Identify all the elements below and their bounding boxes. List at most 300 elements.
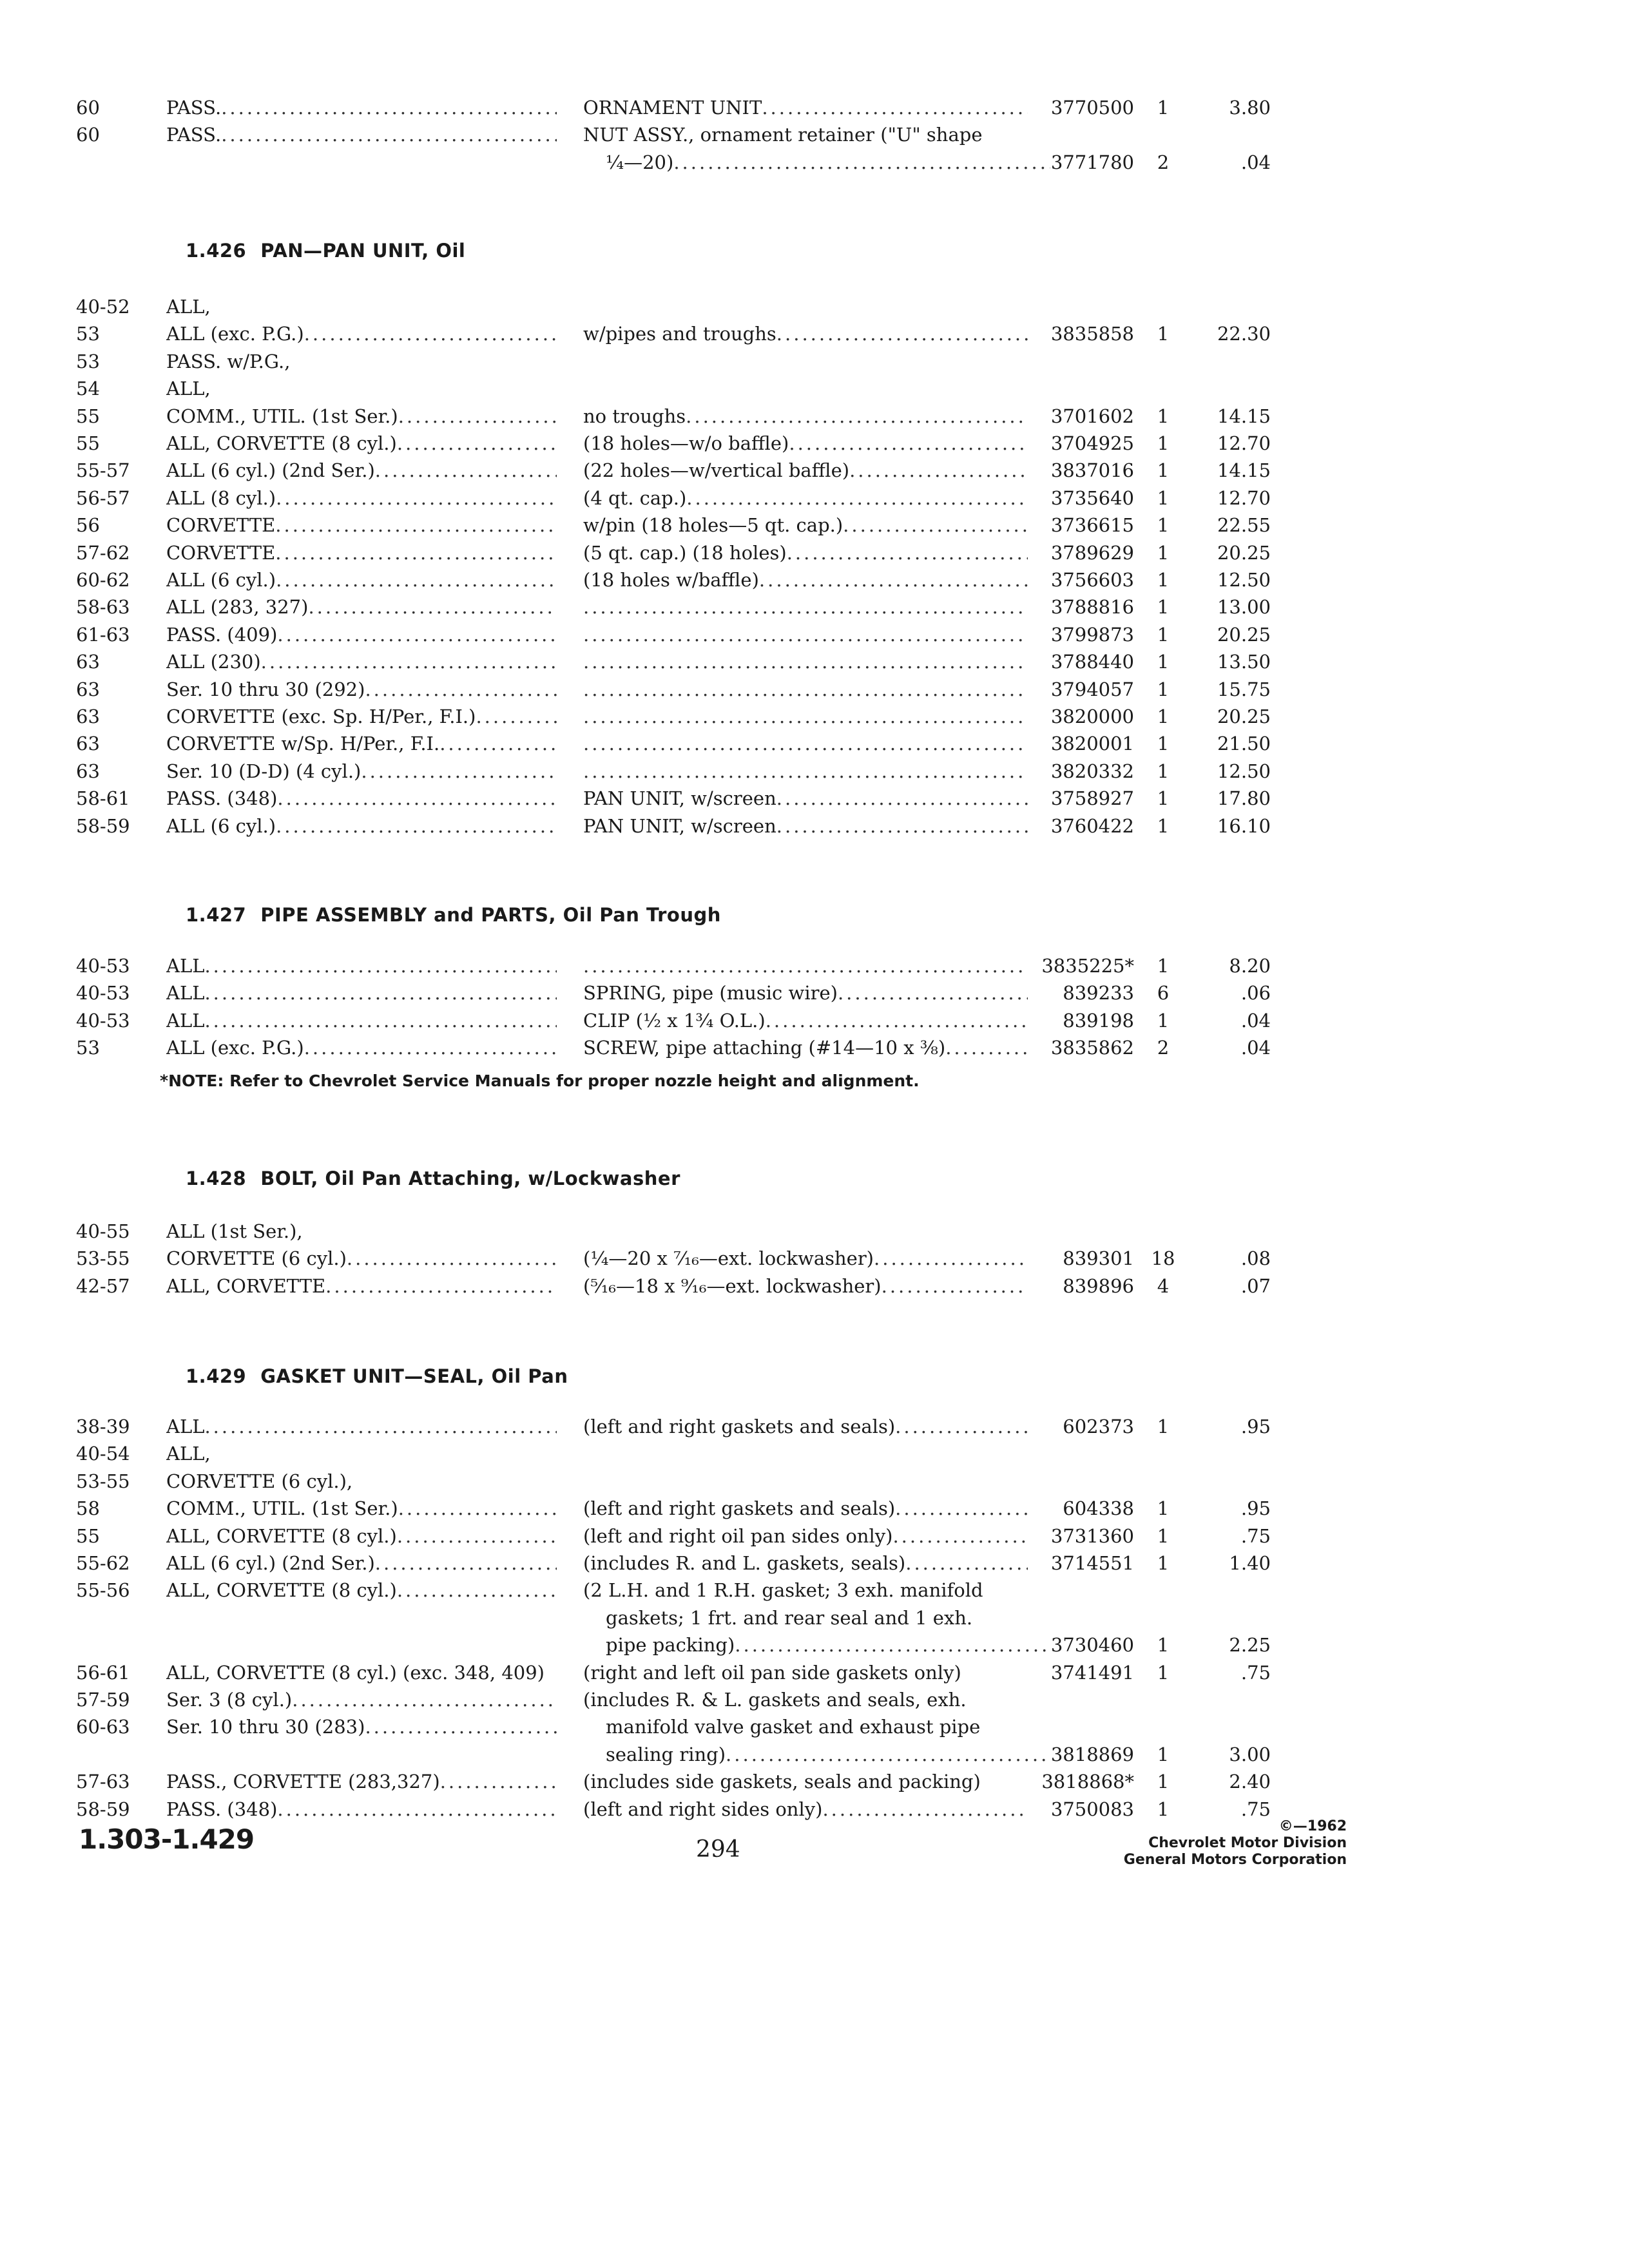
price-cell: 20.25 <box>1217 541 1271 564</box>
year-cell: 55-56 <box>76 1579 130 1602</box>
model-cell-text: ALL <box>166 1009 205 1032</box>
model-cell-text: Ser. 3 (8 cyl.) <box>166 1689 293 1711</box>
model-cell <box>166 566 557 593</box>
dot-leader <box>759 566 1028 593</box>
description-cell <box>583 812 1028 840</box>
dot-leader <box>276 566 557 593</box>
model-cell <box>166 539 557 566</box>
dot-leader <box>361 758 557 785</box>
description-cell-text: w/pipes and troughs <box>583 323 776 345</box>
year-cell: 58-63 <box>76 596 130 619</box>
model-cell-text: ALL, CORVETTE (8 cyl.) <box>166 1579 397 1602</box>
price-cell: 15.75 <box>1217 678 1271 700</box>
year-cell: 57-59 <box>76 1689 130 1711</box>
dot-leader <box>849 457 1028 484</box>
dot-leader <box>776 320 1028 347</box>
table-row <box>0 758 1629 785</box>
model-cell <box>166 512 557 539</box>
model-cell: CORVETTE (6 cyl.), <box>166 1470 353 1492</box>
table-row <box>0 1245 1629 1272</box>
part-number-cell: 3835858 <box>1050 323 1134 345</box>
description-cell: (right and left oil pan side gaskets only) <box>583 1661 961 1684</box>
year-cell: 58-59 <box>76 1798 130 1820</box>
description-cell <box>583 621 1028 648</box>
table-row <box>0 648 1629 675</box>
dot-leader <box>277 785 557 812</box>
price-cell: 12.50 <box>1217 569 1271 591</box>
description-cell <box>583 94 1028 121</box>
section-title: PIPE ASSEMBLY and PARTS, Oil Pan Trough <box>260 904 721 926</box>
quantity-cell: 2 <box>1157 1037 1170 1059</box>
model-cell-text: COMM., UTIL. (1st Ser.) <box>166 405 398 427</box>
price-cell <box>1199 121 1271 148</box>
year-cell: 58 <box>76 1497 100 1520</box>
table-row <box>0 1686 1629 1713</box>
part-number-cell: 3714551 <box>1050 1552 1134 1574</box>
price-cell: 13.00 <box>1217 596 1271 619</box>
dot-leader <box>365 1713 557 1740</box>
quantity-cell: 1 <box>1157 1771 1170 1793</box>
description-cell <box>583 676 1028 703</box>
dot-leader <box>261 648 557 675</box>
model-cell-text: ALL (6 cyl.) (2nd Ser.) <box>166 459 375 482</box>
dot-leader <box>583 648 1028 675</box>
dot-leader <box>375 1550 557 1577</box>
year-cell: 58-59 <box>76 814 130 837</box>
dot-leader <box>275 512 557 539</box>
section-heading <box>186 1363 568 1389</box>
quantity-cell: 1 <box>1157 432 1170 454</box>
part-number-cell: 3835862 <box>1050 1037 1134 1059</box>
model-cell <box>166 403 557 430</box>
part-number-cell: 3820332 <box>1050 760 1134 782</box>
price-cell <box>1199 1218 1271 1245</box>
description-cell <box>583 430 1028 457</box>
model-cell <box>166 485 557 512</box>
year-cell: 63 <box>76 651 100 673</box>
description-cell-text: ORNAMENT UNIT <box>583 97 762 119</box>
quantity-cell: 1 <box>1157 787 1170 810</box>
description-cell <box>583 758 1028 785</box>
price-cell: 2.25 <box>1229 1634 1271 1657</box>
table-row <box>0 457 1629 484</box>
model-cell-text: ALL (exc. P.G.) <box>166 1037 304 1059</box>
model-cell-text: ALL <box>166 955 205 977</box>
table-row <box>0 1577 1629 1604</box>
section-number: 1.426 <box>186 240 247 262</box>
price-cell <box>1199 1604 1271 1631</box>
description-cell <box>583 1523 1028 1550</box>
part-number-cell: 3735640 <box>1050 486 1134 509</box>
description-cell: gaskets; 1 frt. and rear seal and 1 exh. <box>606 1606 973 1629</box>
description-cell <box>583 952 1028 979</box>
description-cell-text: (⁵⁄₁₆—18 x ⁹⁄₁₆—ext. lockwasher) <box>583 1274 882 1297</box>
dot-leader <box>277 1796 557 1823</box>
year-cell: 40-55 <box>76 1220 130 1242</box>
year-cell: 56-61 <box>76 1661 130 1684</box>
description-cell-text: sealing ring) <box>606 1743 726 1765</box>
part-number-cell: 839198 <box>1063 1009 1134 1032</box>
model-cell-text: CORVETTE w/Sp. H/Per., F.I. <box>166 733 440 755</box>
part-number-cell: 3756603 <box>1050 569 1134 591</box>
model-cell <box>166 676 557 703</box>
dot-leader <box>304 320 557 347</box>
dot-leader <box>686 403 1028 430</box>
table-row <box>0 94 1629 121</box>
part-number-cell <box>1031 1686 1134 1713</box>
table-row <box>0 348 1629 375</box>
price-cell: .07 <box>1240 1274 1271 1297</box>
table-row <box>0 1659 1629 1686</box>
part-number-cell: 3760422 <box>1050 814 1134 837</box>
description-cell-text: SCREW, pipe attaching (#14—10 x ⅜) <box>583 1037 946 1059</box>
quantity-cell: 1 <box>1157 1416 1170 1437</box>
quantity-cell: 1 <box>1157 1634 1170 1657</box>
model-cell-text: PASS., CORVETTE (283,327) <box>166 1771 440 1793</box>
quantity-cell <box>1141 1577 1186 1604</box>
price-cell <box>1199 348 1271 375</box>
quantity-cell: 2 <box>1157 151 1170 173</box>
dot-leader <box>398 403 557 430</box>
part-number-cell: 839896 <box>1063 1274 1134 1297</box>
dot-leader <box>787 539 1028 566</box>
section-title: PAN—PAN UNIT, Oil <box>260 240 466 262</box>
dot-leader <box>221 94 557 121</box>
description-cell-text: (¼—20 x ⁷⁄₁₆—ext. lockwasher) <box>583 1247 874 1270</box>
table-row <box>0 1796 1629 1823</box>
description-cell <box>583 512 1028 539</box>
model-cell-text: Ser. 10 thru 30 (283) <box>166 1716 365 1738</box>
description-cell <box>583 403 1028 430</box>
table-row <box>0 593 1629 620</box>
section-note: *NOTE: Refer to Chevrolet Service Manuals for proper nozzle height and alignment. <box>160 1072 920 1090</box>
dot-leader <box>789 430 1028 457</box>
part-number-cell: 3820001 <box>1050 733 1134 755</box>
price-cell <box>1199 1468 1271 1495</box>
price-cell: .75 <box>1240 1661 1271 1684</box>
table-row <box>0 539 1629 566</box>
part-number-cell: 3704925 <box>1050 432 1134 454</box>
model-cell: ALL, CORVETTE (8 cyl.) (exc. 348, 409) <box>166 1661 545 1684</box>
description-cell <box>583 703 1028 730</box>
model-cell <box>166 457 557 484</box>
dot-leader <box>308 593 557 620</box>
dot-leader <box>776 785 1028 812</box>
model-cell-text: ALL <box>166 1416 205 1437</box>
description-cell <box>583 1440 1028 1467</box>
table-row <box>0 1218 1629 1245</box>
part-number-cell: 3736615 <box>1050 514 1134 537</box>
year-cell: 57-63 <box>76 1771 130 1793</box>
dot-leader <box>397 1577 557 1604</box>
quantity-cell <box>1141 1713 1186 1740</box>
year-cell: 40-54 <box>76 1443 130 1465</box>
year-cell <box>76 1631 160 1658</box>
model-cell <box>166 1577 557 1604</box>
dot-leader <box>304 1034 557 1061</box>
model-cell <box>166 1741 557 1768</box>
quantity-cell <box>1141 1686 1186 1713</box>
price-cell <box>1199 375 1271 402</box>
year-cell: 61-63 <box>76 623 130 646</box>
price-cell: 20.25 <box>1217 623 1271 646</box>
quantity-cell: 18 <box>1151 1247 1175 1270</box>
model-cell <box>166 593 557 620</box>
price-cell: 17.80 <box>1217 787 1271 810</box>
dot-leader <box>776 812 1028 840</box>
model-cell-text: ALL (exc. P.G.) <box>166 323 304 345</box>
dot-leader <box>397 430 557 457</box>
dot-leader <box>583 730 1028 757</box>
description-cell <box>583 1468 1028 1495</box>
model-cell-text: CORVETTE <box>166 541 276 564</box>
table-row <box>0 121 1629 148</box>
table-row <box>0 979 1629 1006</box>
publisher-line-1: Chevrolet Motor Division <box>1148 1835 1347 1851</box>
dot-leader <box>347 1245 557 1272</box>
quantity-cell: 1 <box>1157 678 1170 700</box>
quantity-cell <box>1141 1218 1186 1245</box>
section-number: 1.429 <box>186 1365 247 1387</box>
quantity-cell <box>1141 375 1186 402</box>
dot-leader <box>905 1550 1028 1577</box>
table-row <box>0 1413 1629 1440</box>
year-cell: 42-57 <box>76 1274 130 1297</box>
part-number-cell: 839301 <box>1063 1247 1134 1270</box>
year-cell: 38-39 <box>76 1416 130 1437</box>
quantity-cell <box>1141 1468 1186 1495</box>
price-cell <box>1199 293 1271 320</box>
price-cell: .06 <box>1240 982 1271 1004</box>
price-cell: .95 <box>1240 1497 1271 1520</box>
part-number-cell <box>1031 1440 1134 1467</box>
quantity-cell: 1 <box>1157 1524 1170 1547</box>
dot-leader <box>583 703 1028 730</box>
model-cell <box>166 1273 557 1300</box>
year-cell <box>76 1604 160 1631</box>
table-row <box>0 1273 1629 1300</box>
table-row <box>0 1713 1629 1740</box>
description-cell <box>583 457 1028 484</box>
dot-leader <box>204 1413 557 1440</box>
dot-leader <box>583 593 1028 620</box>
part-number-cell: 3820000 <box>1050 706 1134 727</box>
description-cell-text: pipe packing) <box>606 1634 735 1657</box>
model-cell <box>166 785 557 812</box>
year-cell: 63 <box>76 733 100 755</box>
description-cell-text: (22 holes—w/vertical baffle) <box>583 459 850 482</box>
quantity-cell: 1 <box>1157 541 1170 564</box>
price-cell: 22.55 <box>1217 514 1271 537</box>
description-cell <box>583 320 1028 347</box>
description-cell <box>583 1796 1028 1823</box>
model-cell <box>166 648 557 675</box>
year-cell: 60-63 <box>76 1716 130 1738</box>
description-cell-text: w/pin (18 holes—5 qt. cap.) <box>583 514 843 537</box>
year-cell <box>76 149 160 176</box>
year-cell: 56 <box>76 514 100 537</box>
year-cell: 55 <box>76 405 100 427</box>
price-cell: 14.15 <box>1217 405 1271 427</box>
model-cell-text: ALL (6 cyl.) (2nd Ser.) <box>166 1552 375 1574</box>
quantity-cell: 1 <box>1157 323 1170 345</box>
description-cell-text: (4 qt. cap.) <box>583 486 687 509</box>
year-cell: 55-62 <box>76 1552 130 1574</box>
year-cell: 53 <box>76 350 100 372</box>
price-cell: 1.40 <box>1229 1552 1271 1574</box>
quantity-cell: 1 <box>1157 760 1170 782</box>
description-cell <box>583 566 1028 593</box>
quantity-cell: 1 <box>1157 1552 1170 1574</box>
price-cell: 21.50 <box>1217 733 1271 755</box>
dot-leader <box>945 1034 1028 1061</box>
model-cell <box>166 1495 557 1522</box>
description-cell <box>583 539 1028 566</box>
part-number-cell: 3799873 <box>1050 623 1134 646</box>
price-cell: .04 <box>1240 151 1271 173</box>
description-cell-text: (left and right oil pan sides only) <box>583 1524 893 1547</box>
model-cell <box>166 812 557 840</box>
price-cell: .04 <box>1240 1009 1271 1032</box>
dot-leader <box>204 979 557 1006</box>
model-cell-text: ALL (6 cyl.) <box>166 814 276 837</box>
part-number-cell <box>1031 375 1134 402</box>
dot-leader <box>892 1523 1028 1550</box>
dot-leader <box>276 485 557 512</box>
table-row <box>0 485 1629 512</box>
table-row <box>0 1495 1629 1522</box>
dot-leader <box>221 121 557 148</box>
year-cell: 40-52 <box>76 296 130 318</box>
year-cell: 40-53 <box>76 982 130 1004</box>
part-number-cell: 3750083 <box>1050 1798 1134 1820</box>
dot-leader <box>275 539 557 566</box>
year-cell: 57-62 <box>76 541 130 564</box>
description-cell-text: (18 holes w/baffle) <box>583 569 759 591</box>
dot-leader <box>838 979 1028 1006</box>
part-number-cell: 604338 <box>1063 1497 1134 1520</box>
price-cell: .75 <box>1240 1524 1271 1547</box>
year-cell <box>76 1741 160 1768</box>
model-cell-text: COMM., UTIL. (1st Ser.) <box>166 1497 398 1520</box>
model-cell-text: ALL, CORVETTE <box>166 1274 326 1297</box>
table-row <box>0 703 1629 730</box>
part-number-cell: 3741491 <box>1050 1661 1134 1684</box>
model-cell <box>166 1604 557 1631</box>
quantity-cell <box>1141 293 1186 320</box>
table-row <box>0 375 1629 402</box>
quantity-cell: 1 <box>1157 459 1170 482</box>
model-cell <box>166 979 557 1006</box>
table-row <box>0 1604 1629 1631</box>
price-cell: .95 <box>1240 1416 1271 1437</box>
description-cell-text: (left and right sides only) <box>583 1798 823 1820</box>
dot-leader <box>882 1273 1028 1300</box>
dot-leader <box>204 952 557 979</box>
model-cell <box>166 320 557 347</box>
model-cell-text: PASS. <box>166 124 222 146</box>
dot-leader <box>476 703 557 730</box>
year-cell: 60-62 <box>76 569 130 591</box>
copyright: ©—1962 <box>1278 1818 1347 1834</box>
model-cell: ALL, <box>166 296 211 318</box>
description-cell <box>583 1495 1028 1522</box>
price-cell <box>1199 1713 1271 1740</box>
part-number-cell <box>1031 348 1134 375</box>
quantity-cell: 1 <box>1157 596 1170 619</box>
quantity-cell: 1 <box>1157 1798 1170 1820</box>
description-cell <box>583 648 1028 675</box>
dot-leader <box>375 457 557 484</box>
part-number-cell: 3770500 <box>1050 97 1134 119</box>
model-cell-text: ALL <box>166 982 205 1004</box>
year-cell: 40-53 <box>76 955 130 977</box>
table-row <box>0 812 1629 840</box>
dot-leader <box>325 1273 557 1300</box>
model-cell-text: PASS. <box>166 97 222 119</box>
table-row <box>0 730 1629 757</box>
year-cell: 55-57 <box>76 459 130 482</box>
model-cell <box>166 149 557 176</box>
dot-leader <box>204 1007 557 1034</box>
part-number-cell <box>1031 1577 1134 1604</box>
model-cell-text: ALL (230) <box>166 651 261 673</box>
dot-leader <box>766 1007 1028 1034</box>
quantity-cell: 1 <box>1157 1009 1170 1032</box>
quantity-cell: 1 <box>1157 1497 1170 1520</box>
dot-leader <box>822 1796 1028 1823</box>
quantity-cell: 4 <box>1157 1274 1170 1297</box>
price-cell: 16.10 <box>1217 814 1271 837</box>
part-number-cell <box>1031 121 1134 148</box>
table-row <box>0 676 1629 703</box>
price-cell: 22.30 <box>1217 323 1271 345</box>
model-cell: ALL, <box>166 378 211 400</box>
quantity-cell: 1 <box>1157 1743 1170 1765</box>
price-cell <box>1199 1577 1271 1604</box>
table-row <box>0 785 1629 812</box>
quantity-cell: 1 <box>1157 733 1170 755</box>
year-cell: 55 <box>76 432 100 454</box>
model-cell <box>166 1686 557 1713</box>
model-cell <box>166 1713 557 1740</box>
dot-leader <box>583 758 1028 785</box>
description-cell: manifold valve gasket and exhaust pipe <box>606 1716 981 1738</box>
model-cell <box>166 1245 557 1272</box>
dot-leader <box>895 1495 1028 1522</box>
quantity-cell: 1 <box>1157 814 1170 837</box>
dot-leader <box>673 149 1050 176</box>
year-cell: 63 <box>76 678 100 700</box>
description-cell-text: CLIP (½ x 1¾ O.L.) <box>583 1009 766 1032</box>
part-number-cell <box>1031 1713 1134 1740</box>
model-cell <box>166 94 557 121</box>
year-cell: 60 <box>76 124 100 146</box>
description-cell <box>583 785 1028 812</box>
description-cell <box>583 348 1028 375</box>
part-number-cell: 602373 <box>1063 1416 1134 1437</box>
dot-leader <box>365 676 557 703</box>
price-cell: 14.15 <box>1217 459 1271 482</box>
model-cell: PASS. w/P.G., <box>166 350 291 372</box>
quantity-cell: 1 <box>1157 706 1170 727</box>
quantity-cell: 1 <box>1157 569 1170 591</box>
dot-leader <box>895 1413 1028 1440</box>
model-cell-text: ALL, CORVETTE (8 cyl.) <box>166 1524 397 1547</box>
dot-leader <box>277 621 557 648</box>
price-cell: 12.70 <box>1217 486 1271 509</box>
price-cell: .08 <box>1240 1247 1271 1270</box>
